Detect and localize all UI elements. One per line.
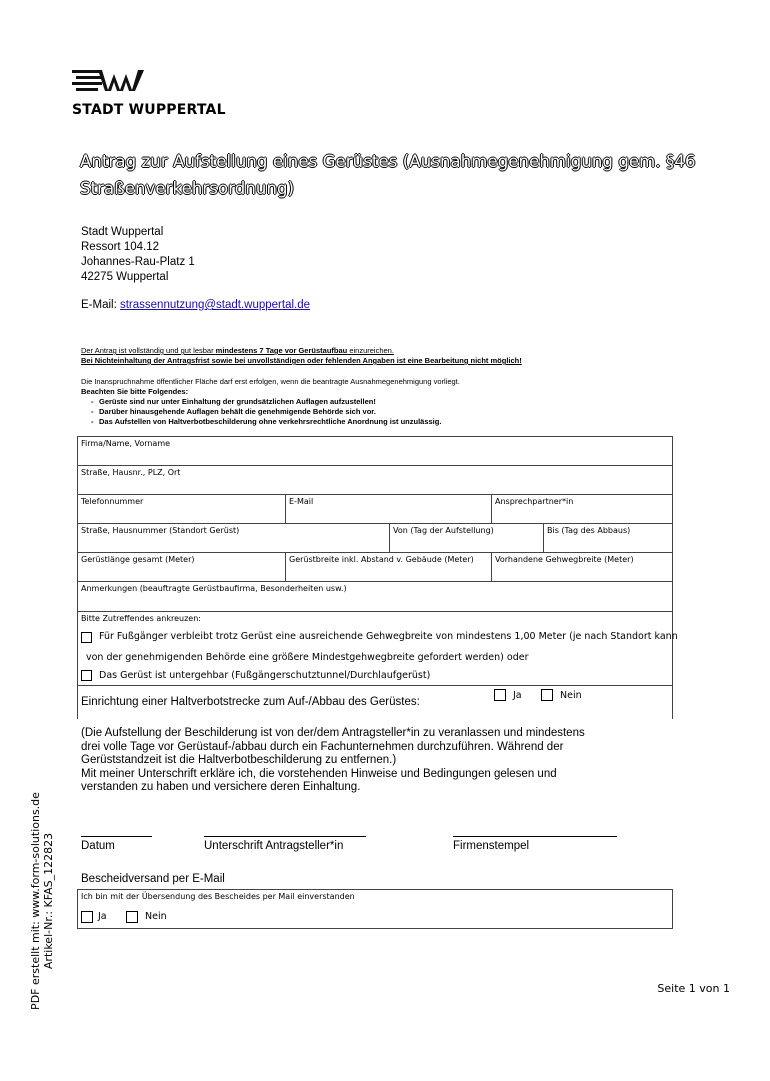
telefon-field[interactable] xyxy=(77,494,286,524)
deadline-note xyxy=(81,346,681,366)
ansprechpartner-field[interactable] xyxy=(491,494,673,524)
datum-line[interactable] xyxy=(81,836,152,837)
declaration-line: Gerüststandzeit ist die Haltverbotbeschilderung zu entfernen.) xyxy=(81,754,397,766)
breite-field[interactable] xyxy=(285,552,492,582)
address-line: Ressort 104.12 xyxy=(81,241,159,253)
strasse-field[interactable] xyxy=(77,465,673,495)
nein-label: Nein xyxy=(145,911,167,922)
vertical-footer xyxy=(29,721,55,1081)
note-deadline: mindestens 7 Tage vor Gerüstaufbau xyxy=(215,346,348,355)
field-label: Vorhandene Gehwegbreite (Meter) xyxy=(495,555,634,564)
unterschrift-line[interactable] xyxy=(204,836,366,837)
note-bullet: - Gerüste sind nur unter Einhaltung der grundsätzlichen Auflagen aufzustellen! xyxy=(81,397,681,407)
haltverbot-nein-checkbox[interactable] xyxy=(541,689,553,701)
bescheid-nein-checkbox[interactable] xyxy=(126,911,138,923)
field-label: Straße, Hausnr., PLZ, Ort xyxy=(81,468,181,477)
page-number: Seite 1 von 1 xyxy=(657,982,730,995)
option-untergehbar-checkbox[interactable] xyxy=(81,670,92,681)
declaration-text xyxy=(81,727,591,795)
haltverbot-ja-checkbox[interactable] xyxy=(494,689,506,701)
email-field[interactable] xyxy=(285,494,492,524)
ja-label: Ja xyxy=(98,911,107,922)
declaration-line: drei volle Tage vor Gerüstauf-/abbau durch ein Fachunternehmen durchzuführen. Während der xyxy=(81,740,564,753)
field-label: Telefonnummer xyxy=(81,497,144,506)
declaration-line: (Die Aufstellung der Beschilderung ist von der/dem Antragsteller*in zu veranlassen und mindestens xyxy=(81,727,585,739)
address-line: Stadt Wuppertal xyxy=(81,226,164,238)
field-label: Gerüstbreite inkl. Abstand v. Gebäude (Meter) xyxy=(289,555,474,564)
recipient-address xyxy=(81,225,195,285)
field-label: Anmerkungen (beauftragte Gerüstbaufirma, Besonderheiten usw.) xyxy=(81,584,347,593)
option-label: von der genehmigenden Behörde eine größere Mindestgehwegbreite gefordert werden) oder xyxy=(86,652,529,663)
datum-label: Datum xyxy=(81,840,115,852)
note-warning: Bei Nichteinhaltung der Antragsfrist sowie bei unvollständigen oder fehlenden Angaben ist eine Bearbeitung nicht möglich! xyxy=(81,356,522,365)
note-text: Der Antrag ist vollständig und gut lesbar xyxy=(81,346,216,355)
gehwegbreite-field[interactable] xyxy=(491,552,673,582)
stempel-line[interactable] xyxy=(453,836,617,837)
unterschrift-label: Unterschrift Antragsteller*in xyxy=(204,840,344,852)
declaration-line: Mit meiner Unterschrift erkläre ich, die vorstehenden Hinweise und Bedingungen gelesen und xyxy=(81,767,557,780)
field-label: Von (Tag der Aufstellung) xyxy=(393,526,494,535)
bescheid-ja-checkbox[interactable] xyxy=(81,911,93,923)
field-label: E-Mail xyxy=(289,497,314,506)
declaration-line: verstanden zu haben und versichere deren Einhaltung. xyxy=(81,781,361,793)
option-label: Das Gerüst ist untergehbar (Fußgängerschutztunnel/Durchlaufgerüst) xyxy=(99,670,431,681)
ja-label: Ja xyxy=(513,690,522,701)
note-bullet: - Das Aufstellen von Haltverbotbeschilderung ohne verkehrsrechtliche Anordnung ist unzulässig. xyxy=(81,417,681,427)
address-line: 42275 Wuppertal xyxy=(81,271,169,283)
conditions-note xyxy=(81,377,681,427)
nein-label: Nein xyxy=(560,690,582,701)
haltverbot-label: Einrichtung einer Haltverbotstrecke zum Auf-/Abbau des Gerüstes: xyxy=(81,696,420,708)
stadt-wuppertal-logo xyxy=(72,68,146,92)
laenge-field[interactable] xyxy=(77,552,286,582)
option-gehweg-checkbox[interactable] xyxy=(81,632,92,643)
note-bullet: - Darüber hinausgehende Auflagen behält die genehmigende Behörde sich vor. xyxy=(81,407,681,417)
anmerkungen-field[interactable] xyxy=(77,581,673,612)
page-title: Antrag zur Aufstellung eines Gerüstes (Ausnahmegenehmigung gem. §46 Straßenverkehrsordnung) xyxy=(80,152,696,198)
note-heading: Beachten Sie bitte Folgendes: xyxy=(81,387,189,396)
firma-field[interactable] xyxy=(77,436,673,466)
field-label: Bitte Zutreffendes ankreuzen: xyxy=(81,614,201,623)
standort-field[interactable] xyxy=(77,523,390,553)
note-text: einzureichen. xyxy=(347,346,394,355)
note-text: Die Inanspruchnahme öffentlicher Fläche darf erst erfolgen, wenn die beantragte Ausnahmegenehmigung vorliegt. xyxy=(81,377,460,386)
email-line xyxy=(81,299,310,311)
field-label: Firma/Name, Vorname xyxy=(81,439,171,448)
vertical-footer-line: PDF erstellt mit: www.form-solutions.de xyxy=(29,792,42,1010)
address-line: Johannes-Rau-Platz 1 xyxy=(81,256,195,268)
email-link[interactable]: strassennutzung@stadt.wuppertal.de xyxy=(119,299,311,311)
von-field[interactable] xyxy=(389,523,544,553)
bescheid-box xyxy=(77,889,673,929)
bis-field[interactable] xyxy=(543,523,673,553)
bescheid-title: Bescheidversand per E-Mail xyxy=(81,873,225,885)
city-name: STADT WUPPERTAL xyxy=(72,102,226,118)
vertical-footer-line: Artikel-Nr.: KFAS_122823 xyxy=(42,832,55,970)
field-label: Straße, Hausnummer (Standort Gerüst) xyxy=(81,526,240,535)
option-label: Für Fußgänger verbleibt trotz Gerüst eine ausreichende Gehwegbreite von mindestens 1,00 Meter (je nach Standort kann xyxy=(99,631,678,642)
field-label: Ansprechpartner*in xyxy=(495,497,574,506)
field-label: Ich bin mit der Übersendung des Bescheides per Mail einverstanden xyxy=(81,892,355,901)
stempel-label: Firmenstempel xyxy=(453,840,530,852)
field-label: Gerüstlänge gesamt (Meter) xyxy=(81,555,195,564)
field-label: Bis (Tag des Abbaus) xyxy=(547,526,631,535)
email-label: E-Mail: xyxy=(81,299,120,311)
